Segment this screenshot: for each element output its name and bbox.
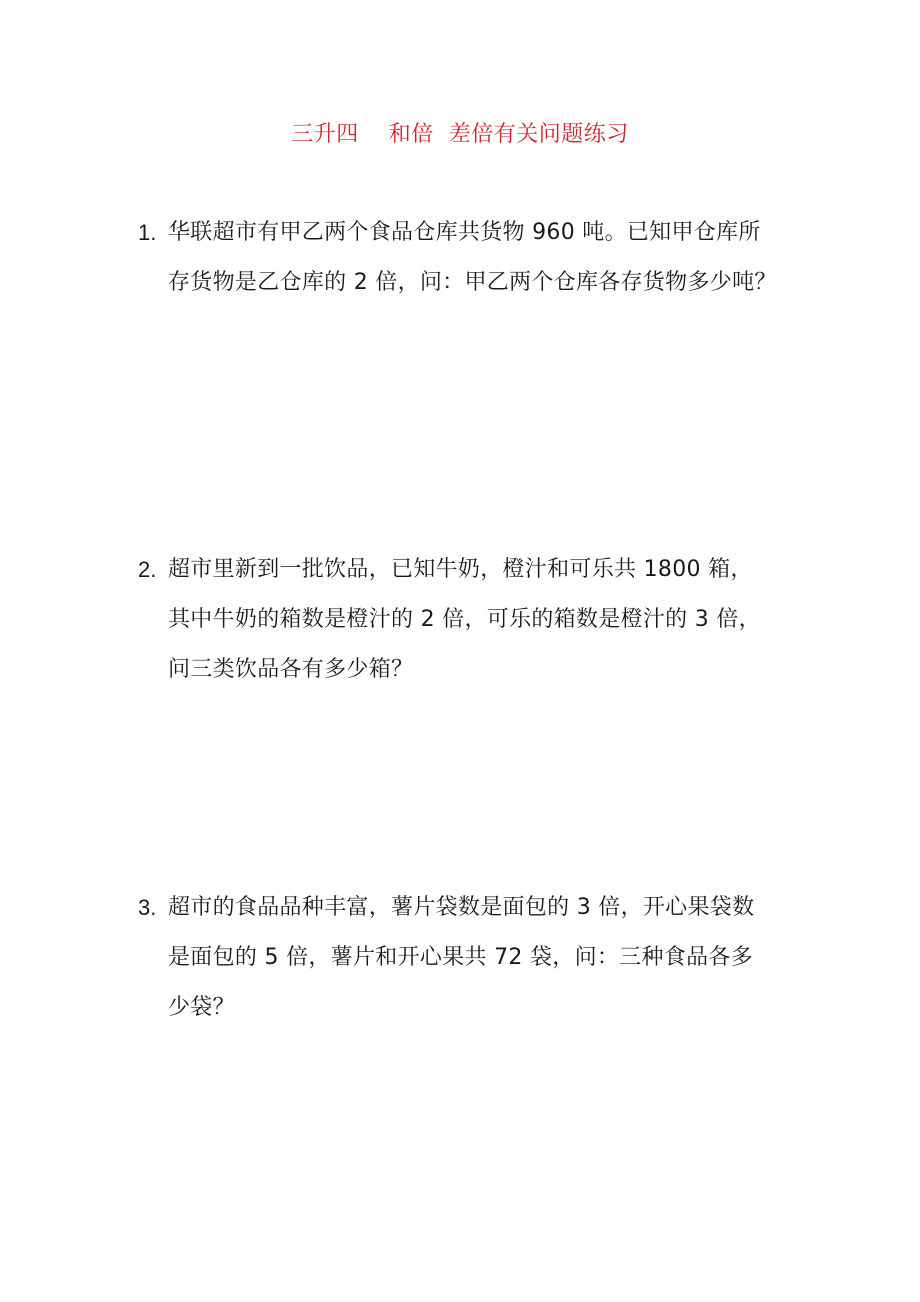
- question-text: [168, 208, 808, 308]
- question-line: 超市里新到一批饮品，已知牛奶，橙汁和可乐共 1800 箱，: [168, 557, 753, 582]
- question-line: 少袋？: [168, 995, 235, 1020]
- question-text: [168, 883, 808, 1033]
- question-line: 超市的食品品种丰富，薯片袋数是面包的 3 倍，开心果袋数: [168, 895, 755, 920]
- question-line: 存货物是乙仓库的 2 倍，问：甲乙两个仓库各存货物多少吨？: [168, 270, 777, 295]
- question-text: [168, 545, 808, 695]
- question-number: 3.: [138, 895, 157, 920]
- page-title: 三升四 和倍 差倍有关问题练习: [291, 122, 629, 147]
- question-line: 是面包的 5 倍，薯片和开心果共 72 袋，问：三种食品各多: [168, 945, 753, 970]
- question-line: 其中牛奶的箱数是橙汁的 2 倍，可乐的箱数是橙汁的 3 倍，: [168, 607, 761, 632]
- question-line: 华联超市有甲乙两个食品仓库共货物 960 吨。已知甲仓库所: [168, 220, 761, 245]
- question-line: 问三类饮品各有多少箱？: [168, 657, 414, 682]
- question-number: 1.: [138, 220, 157, 245]
- question-number: 2.: [138, 557, 157, 582]
